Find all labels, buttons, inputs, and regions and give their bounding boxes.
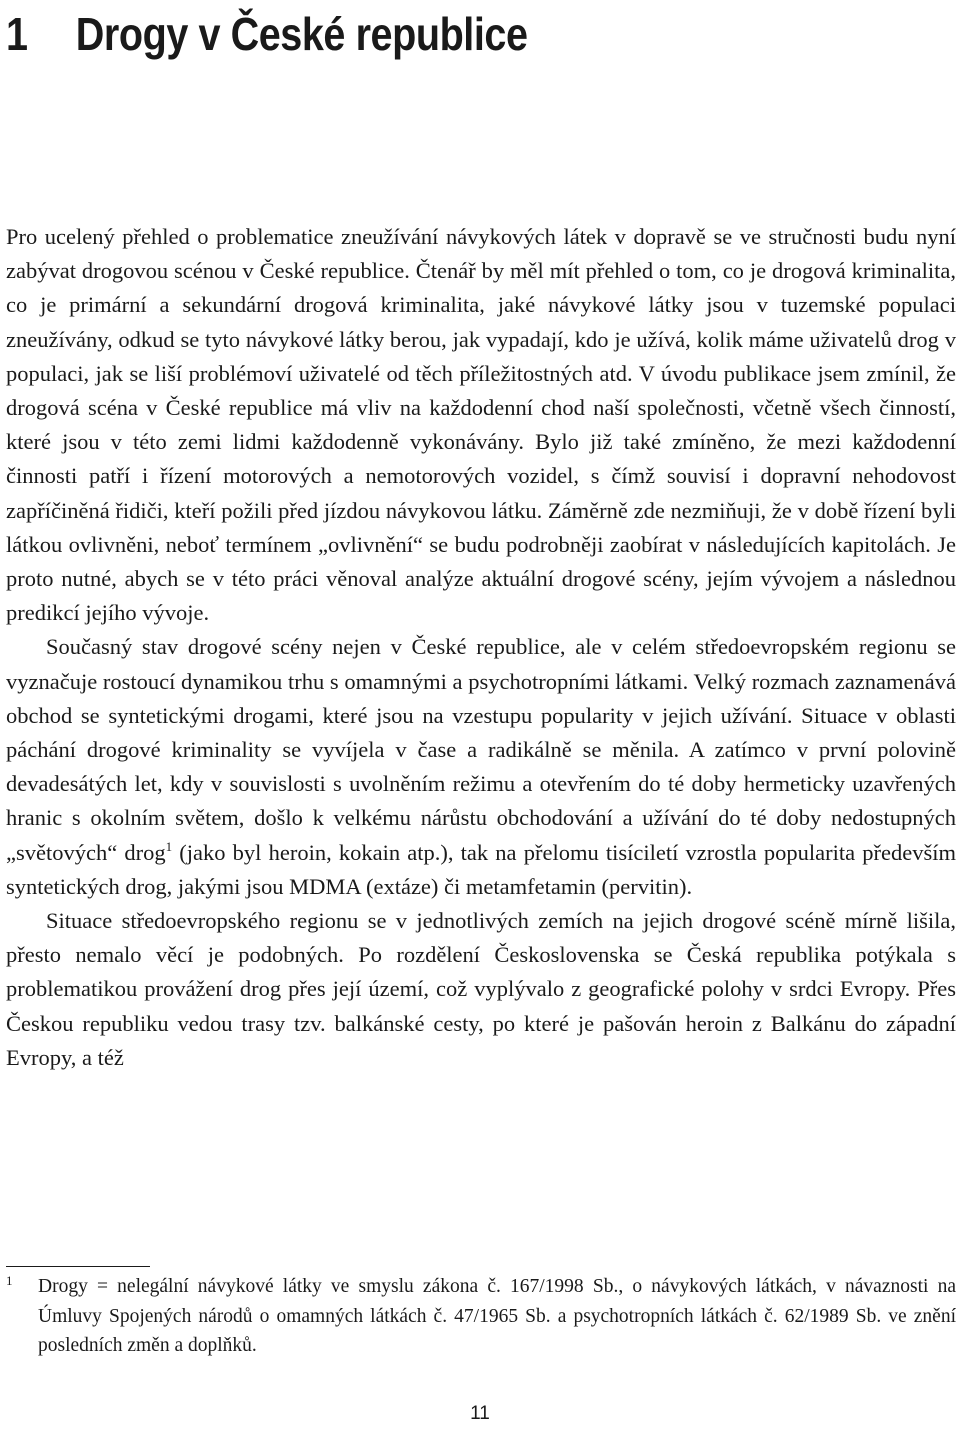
paragraph-1-text: Pro ucelený přehled o problematice zneužívání návykových látek v dopravě se ve stručnosti budu nyní zabývat drogovou scénou v České republice. Čtenář by měl mít přehled o tom, co je drogová kriminalita, co je primární a sekundární drogová kriminalita, jaké návykové látky jsou v tuzemské populaci zneužívány, odkud se tyto návykové látky berou, jak vypadají, kdo je užívá, kolik máme uživatelů drog v populaci, jak se liší problémoví uživatelé od těch příležitostných atd. V úvodu publikace jsem zmínil, že drogová scéna v České republice má vliv na každodenní chod naší společnosti, včetně všech činností, které jsou v této zemi lidmi každodenně vykonávány. Bylo již také zmíněno, že mezi každodenní činnosti patří i řízení motorových a nemotorových vozidel, s čímž souvisí i dopravní nehodovost zapříčiněná řidiči, kteří požili před jízdou návykovou látku. Záměrně zde nezmiňuji, že v době řízení byli látkou ovlivněni, neboť termínem „ovlivnění“ se budu podrobněji zaobírat v následujících kapitolách. Je proto nutné, abych se v této práci věnoval analýze aktuální drogové scény, jejím vývojem a následnou predikcí jejího vývoje. (6, 224, 956, 626)
paragraph-2 (6, 630, 956, 904)
chapter-number: 1 (6, 8, 28, 60)
chapter-title: Drogy v České republice (75, 8, 528, 60)
paragraph-3 (6, 904, 956, 1075)
paragraph-2-text-b: (jako byl heroin, kokain atp.), tak na přelomu tisíciletí vzrostla popularita především syntetických drog, jakými jsou MDMA (extáze) či metamfetamin (pervitin). (6, 839, 957, 899)
chapter-heading (6, 4, 528, 64)
body-text (6, 220, 956, 1075)
paragraph-3-text: Situace středoevropského regionu se v jednotlivých zemích na jejich drogové scéně mírně lišila, přesto nemalo věcí je podobných. Po rozdělení Československa se Česká republika potýkala s problematikou provážení drog přes její území, což vyplývalo z geografické polohy v srdci Evropy. Přes Českou republiku vedou trasy tzv. balkánské cesty, po které je pašován heroin z Balkánu do západní Evropy, a též (6, 908, 956, 1070)
footnote (6, 1272, 956, 1361)
paragraph-1 (6, 220, 956, 630)
footnote-separator (6, 1266, 150, 1267)
footnote-reference[interactable]: 1 (165, 838, 173, 854)
page-number: 11 (470, 1403, 490, 1424)
paragraph-2-text-a: Současný stav drogové scény nejen v České republice, ale v celém středoevropském regionu se vyznačuje rostoucí dynamikou trhu s omamnými a psychotropními látkami. Velký rozmach zaznamenává obchod se syntetickými drogami, které jsou na vzestupu popularity v jejich užívání. Situace v oblasti páchání drogové kriminality se vyvíjela v čase a radikálně se měnila. A zatímco v první polovině devadesátých let, kdy v souvislosti s uvolněním režimu a otevřením do té doby hermeticky uzavřených hranic s okolním světem, došlo k velkému nárůstu obchodování a užívání do té doby nedostupných „světových“ drog (6, 634, 956, 865)
footnote-text: Drogy = nelegální návykové látky ve smyslu zákona č. 167/1998 Sb., o návykových látkách, v návaznosti na Úmluvy Spojených národů o omamných látkách č. 47/1965 Sb. a psychotropních látkách č. 62/1989 Sb. ve znění posledních změn a doplňků. (38, 1276, 956, 1356)
footnote-marker: 1 (6, 1273, 13, 1288)
